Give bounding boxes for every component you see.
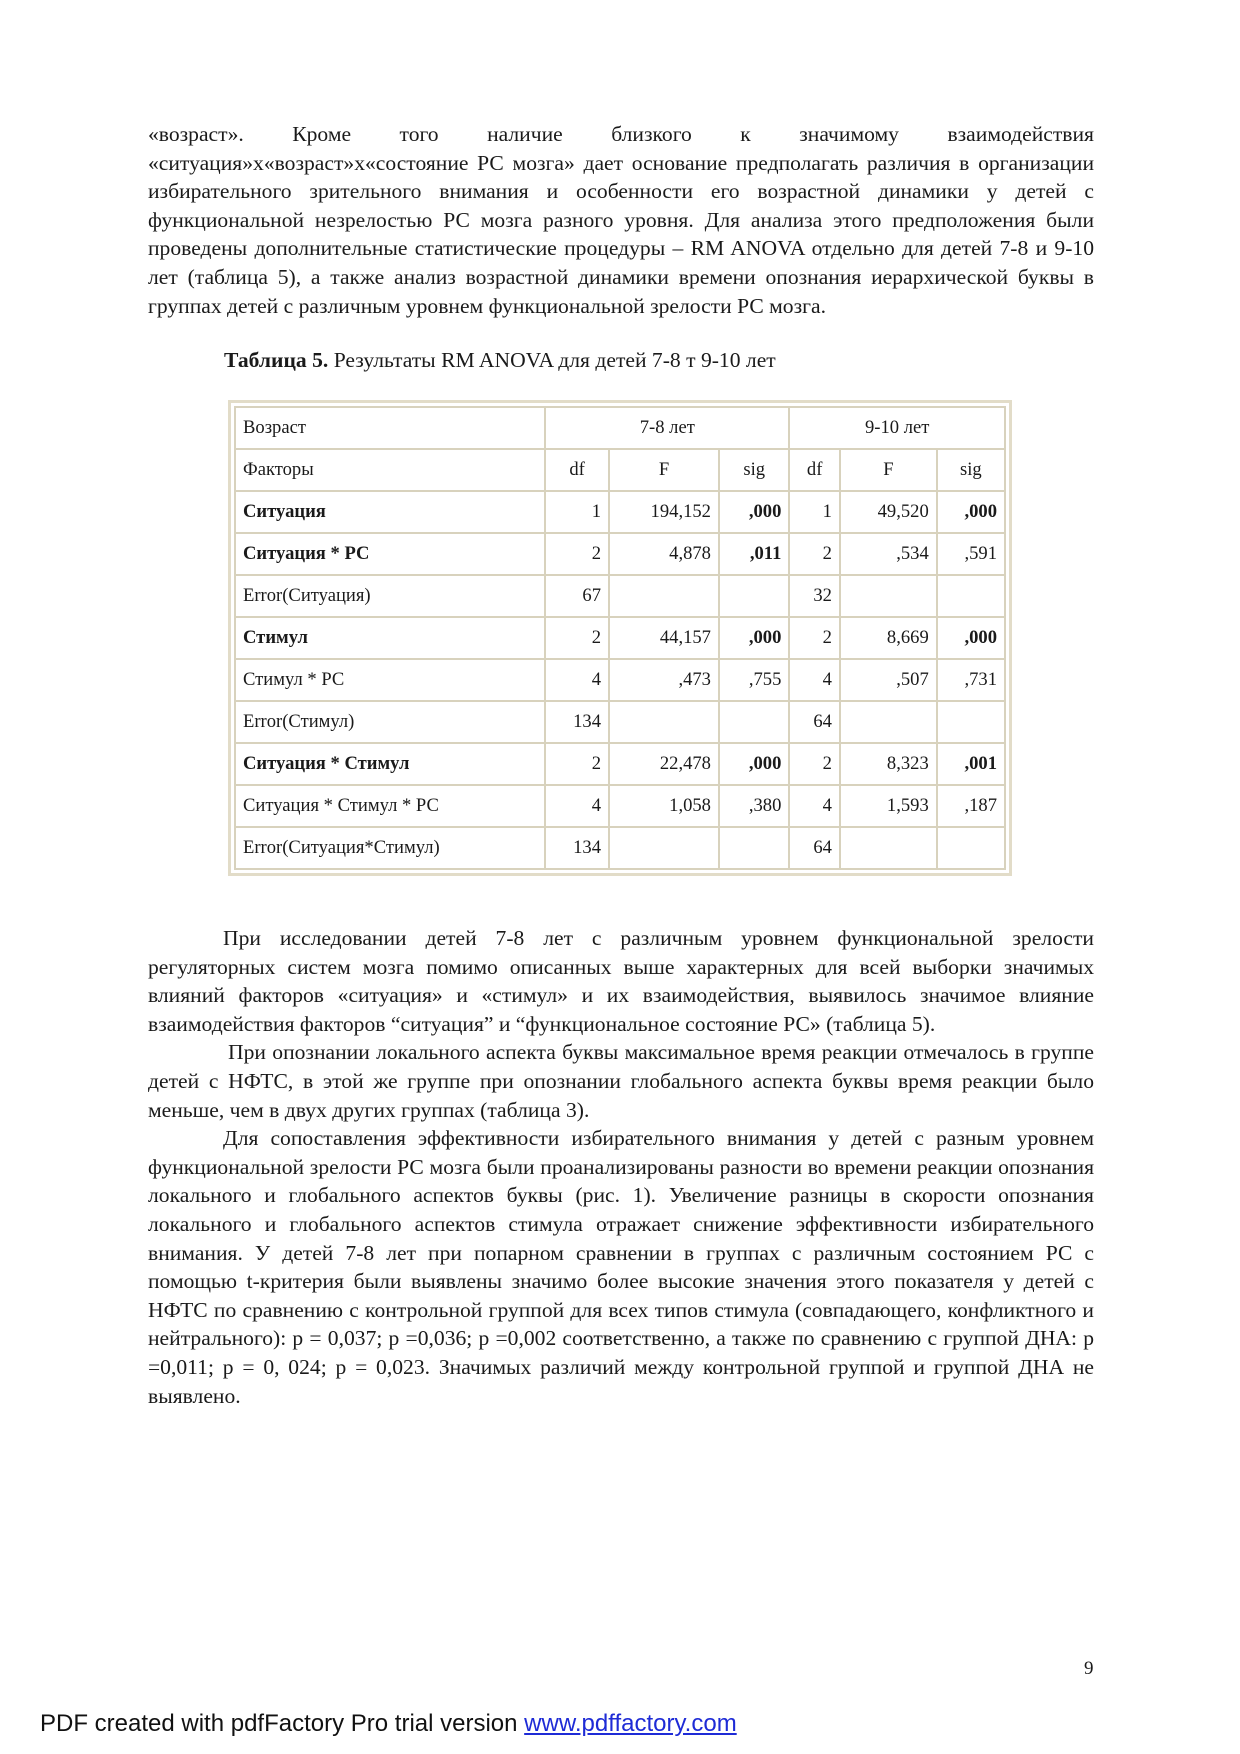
sig-cell: ,000 — [719, 617, 789, 659]
column-header: df — [789, 449, 840, 491]
factor-cell: Ситуация * РС — [235, 533, 545, 575]
factor-cell: Ситуация — [235, 491, 545, 533]
f-cell: ,507 — [840, 659, 937, 701]
body-text — [148, 924, 1094, 1410]
df-cell: 4 — [545, 659, 609, 701]
column-header: df — [545, 449, 609, 491]
column-header: F — [840, 449, 937, 491]
sig-cell: ,755 — [719, 659, 789, 701]
sig-cell: ,000 — [719, 743, 789, 785]
anova-table-frame — [228, 400, 1012, 876]
df-cell: 64 — [789, 827, 840, 869]
df-cell: 134 — [545, 827, 609, 869]
f-cell: 8,323 — [840, 743, 937, 785]
table-row — [235, 533, 1005, 575]
factor-cell: Error(Стимул) — [235, 701, 545, 743]
column-header: F — [609, 449, 719, 491]
paragraph-text: «возраст». Кроме того наличие близкого к значимому взаимодействия «ситуация»x«возраст»x«состояние РС мозга» дает основание предполагать различия в организации избирательного зрительного внимания и особенности его возрастной динамики у детей с функциональной незрелостью РС мозга разного уровня. Для анализа этого предположения были проведены дополнительные статистические процедуры – RM ANOVA отдельно для детей 7-8 и 9-10 лет (таблица 5), а также анализ возрастной динамики времени опознания иерархической буквы в группах детей с различным уровнем функциональной зрелости РС мозга. — [148, 122, 1094, 318]
f-cell — [840, 575, 937, 617]
sig-cell — [719, 827, 789, 869]
paragraph: При опознании локального аспекта буквы максимальное время реакции отмечалось в группе детей с НФТС, в этой же группе при опознании глобального аспекта буквы время реакции было меньше, чем в двух других группах (таблица 3). — [148, 1040, 1094, 1122]
column-header: sig — [719, 449, 789, 491]
sig-cell — [719, 701, 789, 743]
table-row — [235, 827, 1005, 869]
anova-table — [234, 406, 1006, 870]
f-cell: 22,478 — [609, 743, 719, 785]
df-cell: 4 — [545, 785, 609, 827]
table-row — [235, 575, 1005, 617]
factor-cell: Ситуация * Стимул * РС — [235, 785, 545, 827]
factor-cell: Стимул — [235, 617, 545, 659]
df-cell: 2 — [789, 743, 840, 785]
sig-cell — [937, 575, 1005, 617]
column-header: sig — [937, 449, 1005, 491]
table-row — [235, 491, 1005, 533]
footer-link[interactable]: www.pdffactory.com — [524, 1710, 737, 1737]
sig-cell: ,000 — [719, 491, 789, 533]
f-cell — [840, 701, 937, 743]
sig-cell — [937, 701, 1005, 743]
df-cell: 2 — [789, 617, 840, 659]
f-cell — [609, 575, 719, 617]
df-cell: 2 — [789, 533, 840, 575]
f-cell: 8,669 — [840, 617, 937, 659]
sig-cell: ,000 — [937, 617, 1005, 659]
table-row — [235, 701, 1005, 743]
f-cell: 4,878 — [609, 533, 719, 575]
paragraph-top — [148, 120, 1094, 320]
f-cell: 49,520 — [840, 491, 937, 533]
paragraph: Для сопоставления эффективности избирательного внимания у детей с разным уровнем функциональной зрелости РС мозга были проанализированы разности во времени реакции опознания локального и глобального аспектов буквы (рис. 1). Увеличение разницы в скорости опознания локального и глобального аспектов стимула отражает снижение эффективности избирательного внимания. У детей 7-8 лет при попарном сравнении в группах с различным состоянием РС с помощью t-критерия были выявлены значимо более высокие значения этого показателя у детей с НФТС по сравнению с контрольной группой для всех типов стимула (совпадающего, конфликтного и нейтрального): p = 0,037; p =0,036; p =0,002 соответственно, а также по сравнению с группой ДНА: p =0,011; p = 0, 024; p = 0,023. Значимых различий между контрольной группой и группой ДНА не выявлено. — [148, 1126, 1094, 1408]
sig-cell: ,380 — [719, 785, 789, 827]
table-row — [235, 659, 1005, 701]
df-cell: 2 — [545, 617, 609, 659]
pdf-footer — [40, 1710, 737, 1738]
f-cell — [609, 701, 719, 743]
f-cell — [609, 827, 719, 869]
sig-cell: ,591 — [937, 533, 1005, 575]
df-cell: 4 — [789, 659, 840, 701]
df-cell: 64 — [789, 701, 840, 743]
sig-cell: ,187 — [937, 785, 1005, 827]
factor-cell: Error(Ситуация*Стимул) — [235, 827, 545, 869]
df-cell: 1 — [545, 491, 609, 533]
f-cell: 1,058 — [609, 785, 719, 827]
paragraph: При исследовании детей 7-8 лет с различным уровнем функциональной зрелости регуляторных систем мозга помимо описанных выше характерных для всей выборки значимых влияний факторов «ситуация» и «стимул» и их взаимодействия, выявилось значимое влияние взаимодействия факторов “ситуация” и “функциональное состояние РС» (таблица 5). — [148, 926, 1094, 1036]
page-number: 9 — [1084, 1658, 1094, 1679]
df-cell: 1 — [789, 491, 840, 533]
df-cell: 2 — [545, 533, 609, 575]
sig-cell: ,000 — [937, 491, 1005, 533]
df-cell: 4 — [789, 785, 840, 827]
sig-cell: ,001 — [937, 743, 1005, 785]
sig-cell — [719, 575, 789, 617]
sig-cell: ,731 — [937, 659, 1005, 701]
footer-text: PDF created with pdfFactory Pro trial version — [40, 1710, 525, 1737]
table-caption — [224, 348, 776, 373]
table-subheader-row — [235, 449, 1005, 491]
df-cell: 32 — [789, 575, 840, 617]
factor-cell: Стимул * РС — [235, 659, 545, 701]
table-header-row — [235, 407, 1005, 449]
df-cell: 67 — [545, 575, 609, 617]
table-row — [235, 785, 1005, 827]
table-row — [235, 743, 1005, 785]
factors-header: Факторы — [235, 449, 545, 491]
sig-cell — [937, 827, 1005, 869]
table-caption-label: Таблица 5. — [224, 348, 329, 372]
f-cell: 194,152 — [609, 491, 719, 533]
f-cell: ,534 — [840, 533, 937, 575]
sig-cell: ,011 — [719, 533, 789, 575]
df-cell: 134 — [545, 701, 609, 743]
f-cell: 44,157 — [609, 617, 719, 659]
table-caption-text: Результаты RM ANOVA для детей 7-8 т 9-10 лет — [328, 348, 776, 372]
factor-cell: Error(Ситуация) — [235, 575, 545, 617]
f-cell — [840, 827, 937, 869]
table-row — [235, 617, 1005, 659]
f-cell: 1,593 — [840, 785, 937, 827]
age-header: Возраст — [235, 407, 545, 449]
factor-cell: Ситуация * Стимул — [235, 743, 545, 785]
df-cell: 2 — [545, 743, 609, 785]
age-group-9-10: 9-10 лет — [789, 407, 1005, 449]
f-cell: ,473 — [609, 659, 719, 701]
age-group-7-8: 7-8 лет — [545, 407, 789, 449]
